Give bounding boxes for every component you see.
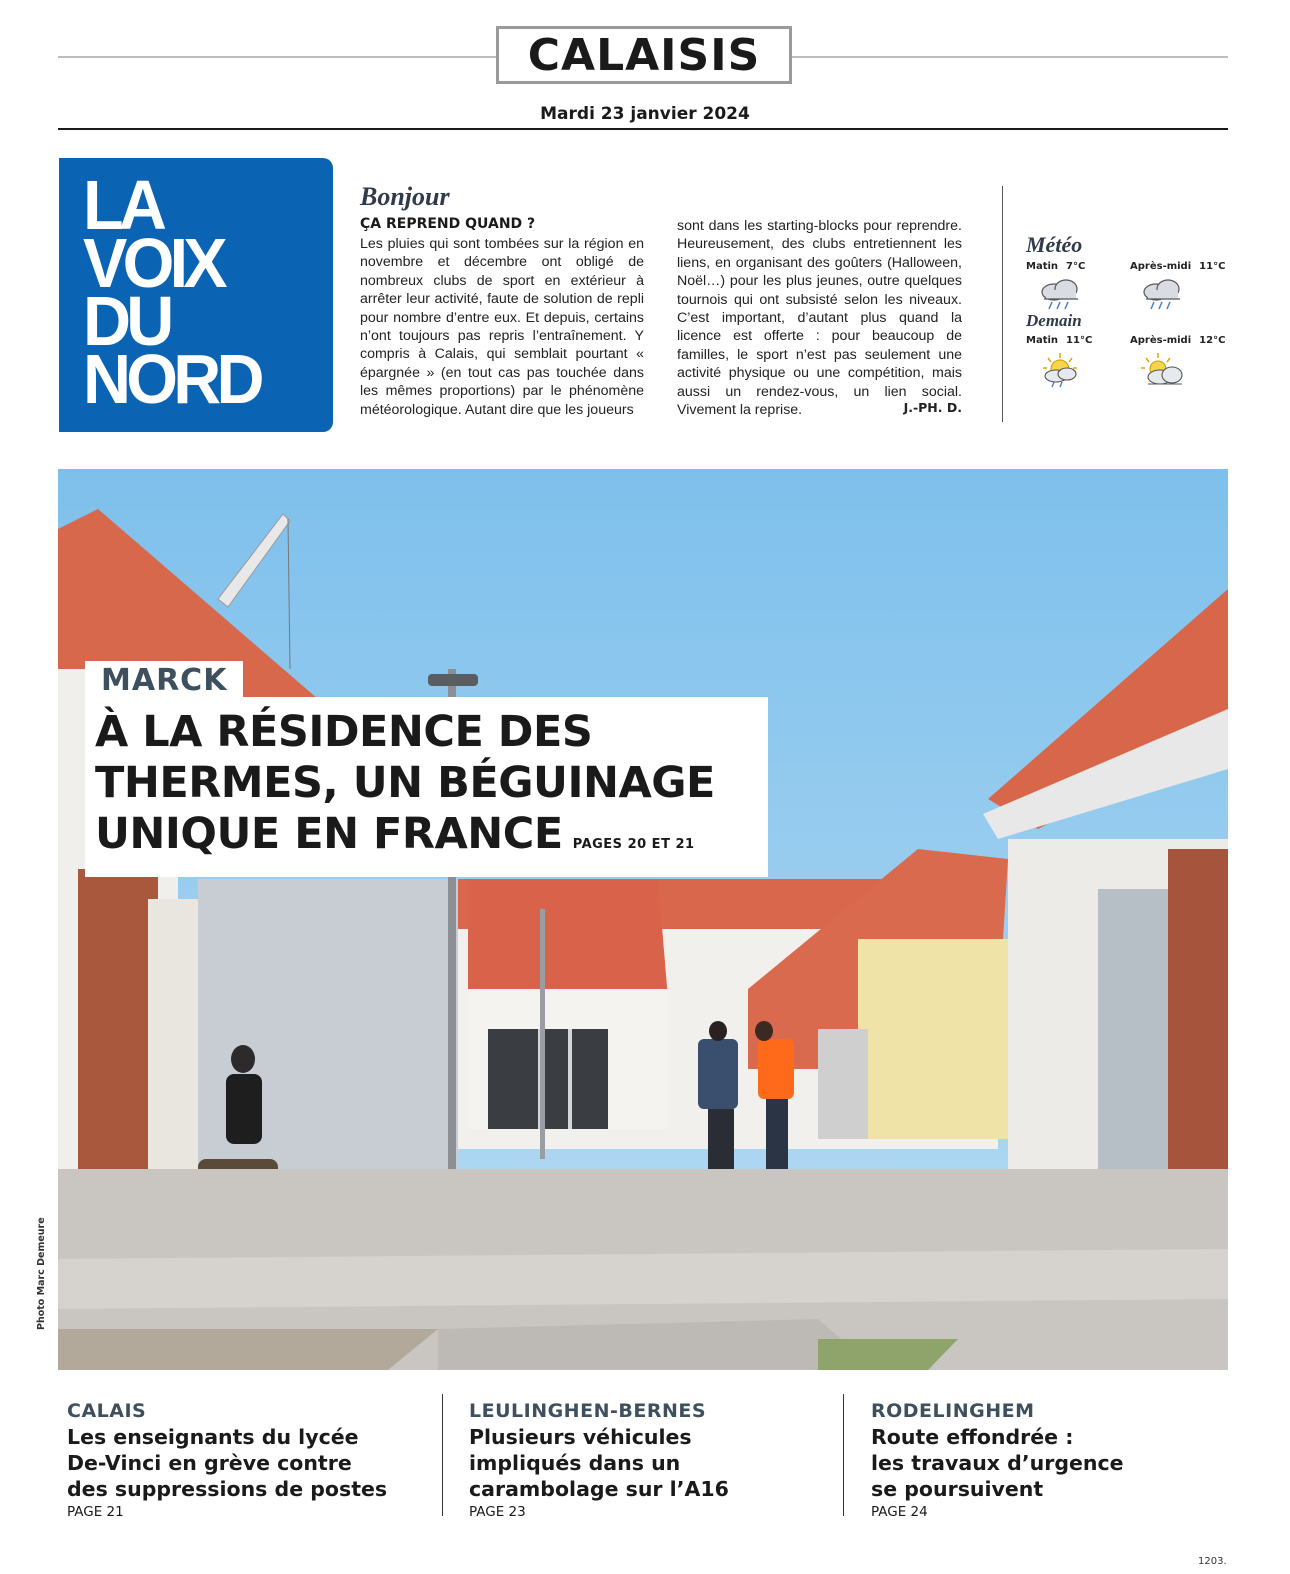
logo-line: NORD bbox=[83, 340, 260, 418]
main-photo[interactable] bbox=[58, 469, 1228, 1370]
rain-cloud-icon bbox=[1034, 276, 1086, 312]
editorial-headline: ÇA REPREND QUAND ? bbox=[360, 216, 536, 232]
teaser-page: PAGE 23 bbox=[469, 1504, 526, 1520]
sun-rain-icon bbox=[1034, 352, 1086, 388]
weather-period-label: Après-midi bbox=[1130, 261, 1192, 272]
section-title-box bbox=[496, 26, 792, 84]
teaser-divider bbox=[843, 1394, 844, 1516]
teaser-title-line: se poursuivent bbox=[871, 1477, 1044, 1501]
section-title: CALAISIS bbox=[527, 29, 761, 81]
weather-tomorrow-title: Demain bbox=[1026, 311, 1082, 330]
weather-today-afternoon bbox=[1130, 261, 1225, 272]
column-divider bbox=[1002, 186, 1003, 422]
teaser-title-line: De-Vinci en grève contre bbox=[67, 1451, 352, 1475]
newspaper-logo[interactable] bbox=[59, 158, 333, 432]
weather-temp: 7°C bbox=[1066, 261, 1086, 272]
teaser-rodelinghem[interactable] bbox=[871, 1398, 1231, 1520]
main-pages-reference: PAGES 20 ET 21 bbox=[572, 837, 695, 852]
page-folio: 1203. bbox=[1198, 1556, 1227, 1567]
headline-line: À LA RÉSIDENCE DES bbox=[95, 707, 593, 757]
teaser-calais[interactable] bbox=[67, 1398, 427, 1520]
main-kicker: MARCK bbox=[101, 662, 228, 698]
main-headline[interactable] bbox=[85, 697, 768, 877]
logo-line: LA bbox=[83, 166, 163, 244]
headline-line-text: UNIQUE EN FRANCE bbox=[95, 809, 563, 859]
sun-cloud-icon bbox=[1136, 352, 1188, 388]
teaser-title-line: Les enseignants du lycée bbox=[67, 1425, 359, 1449]
weather-temp: 12°C bbox=[1199, 335, 1226, 346]
teaser-leulinghen[interactable] bbox=[469, 1398, 829, 1520]
teaser-title-line: carambolage sur l’A16 bbox=[469, 1477, 729, 1501]
weather-period-label: Après-midi bbox=[1130, 335, 1192, 346]
weather-tomorrow-afternoon bbox=[1130, 335, 1225, 346]
logo-line: VOIX bbox=[83, 224, 223, 302]
teaser-kicker: RODELINGHEM bbox=[871, 1400, 1035, 1422]
teaser-divider bbox=[442, 1394, 443, 1516]
rain-cloud-icon bbox=[1136, 276, 1188, 312]
photo-credit: Photo Marc Demeure bbox=[36, 1217, 47, 1330]
logo-line: DU bbox=[83, 282, 170, 360]
weather-today-morning bbox=[1026, 261, 1085, 272]
teaser-kicker: CALAIS bbox=[67, 1400, 147, 1422]
editorial-column-2: sont dans les starting-blocks pour reprendre. Heureusement, des clubs entretiennent les liens, en organisant des goûters (Halloween, Noël…) pour les plus jeunes, outre quelques tournois qui ont subsisté selon les niveaux. C’est important, d’autant plus quand la licence est offerte : pour beaucoup de familles, le sport n’est pas seulement une activité physique ou une compétition, mais aussi un rendez-vous, un lien social. Vivement la reprise. bbox=[677, 218, 962, 419]
issue-date: Mardi 23 janvier 2024 bbox=[540, 104, 750, 124]
teaser-title-line: des suppressions de postes bbox=[67, 1477, 388, 1501]
teaser-kicker: LEULINGHEN-BERNES bbox=[469, 1400, 707, 1422]
teaser-title-line: Route effondrée : bbox=[871, 1425, 1074, 1449]
weather-temp: 11°C bbox=[1199, 261, 1226, 272]
date-rule bbox=[58, 128, 1228, 130]
editorial-title: Bonjour bbox=[360, 182, 450, 211]
teaser-title-line: les travaux d’urgence bbox=[871, 1451, 1124, 1475]
teaser-page: PAGE 24 bbox=[871, 1504, 928, 1520]
teaser-title-line: impliqués dans un bbox=[469, 1451, 681, 1475]
weather-period-label: Matin bbox=[1026, 261, 1059, 272]
weather-period-label: Matin bbox=[1026, 335, 1059, 346]
headline-line: THERMES, UN BÉGUINAGE bbox=[95, 758, 715, 808]
editorial-column-1: Les pluies qui sont tombées sur la région en novembre et décembre ont obligé de nombreux clubs de sport en extérieur à arrêter leur activité, faute de solution de repli pour nombre d’entre eux. Et depuis, certains n’ont toujours pas repris l’entraînement. Y compris à Calais, qui semblait pourtant « épargnée » (en tout cas pas touchée dans les mêmes proportions) par le phénomène météorologique. Autant dire que les joueurs bbox=[360, 236, 644, 418]
editorial-signature: J.-PH. D. bbox=[903, 400, 962, 415]
main-kicker-box bbox=[85, 661, 243, 699]
weather-tomorrow-morning bbox=[1026, 335, 1092, 346]
weather-temp: 11°C bbox=[1066, 335, 1093, 346]
weather-title: Météo bbox=[1026, 232, 1083, 257]
teaser-title-line: Plusieurs véhicules bbox=[469, 1425, 692, 1449]
residence-photo-illustration bbox=[58, 469, 1228, 1370]
headline-line bbox=[95, 809, 768, 870]
teaser-page: PAGE 21 bbox=[67, 1504, 124, 1520]
